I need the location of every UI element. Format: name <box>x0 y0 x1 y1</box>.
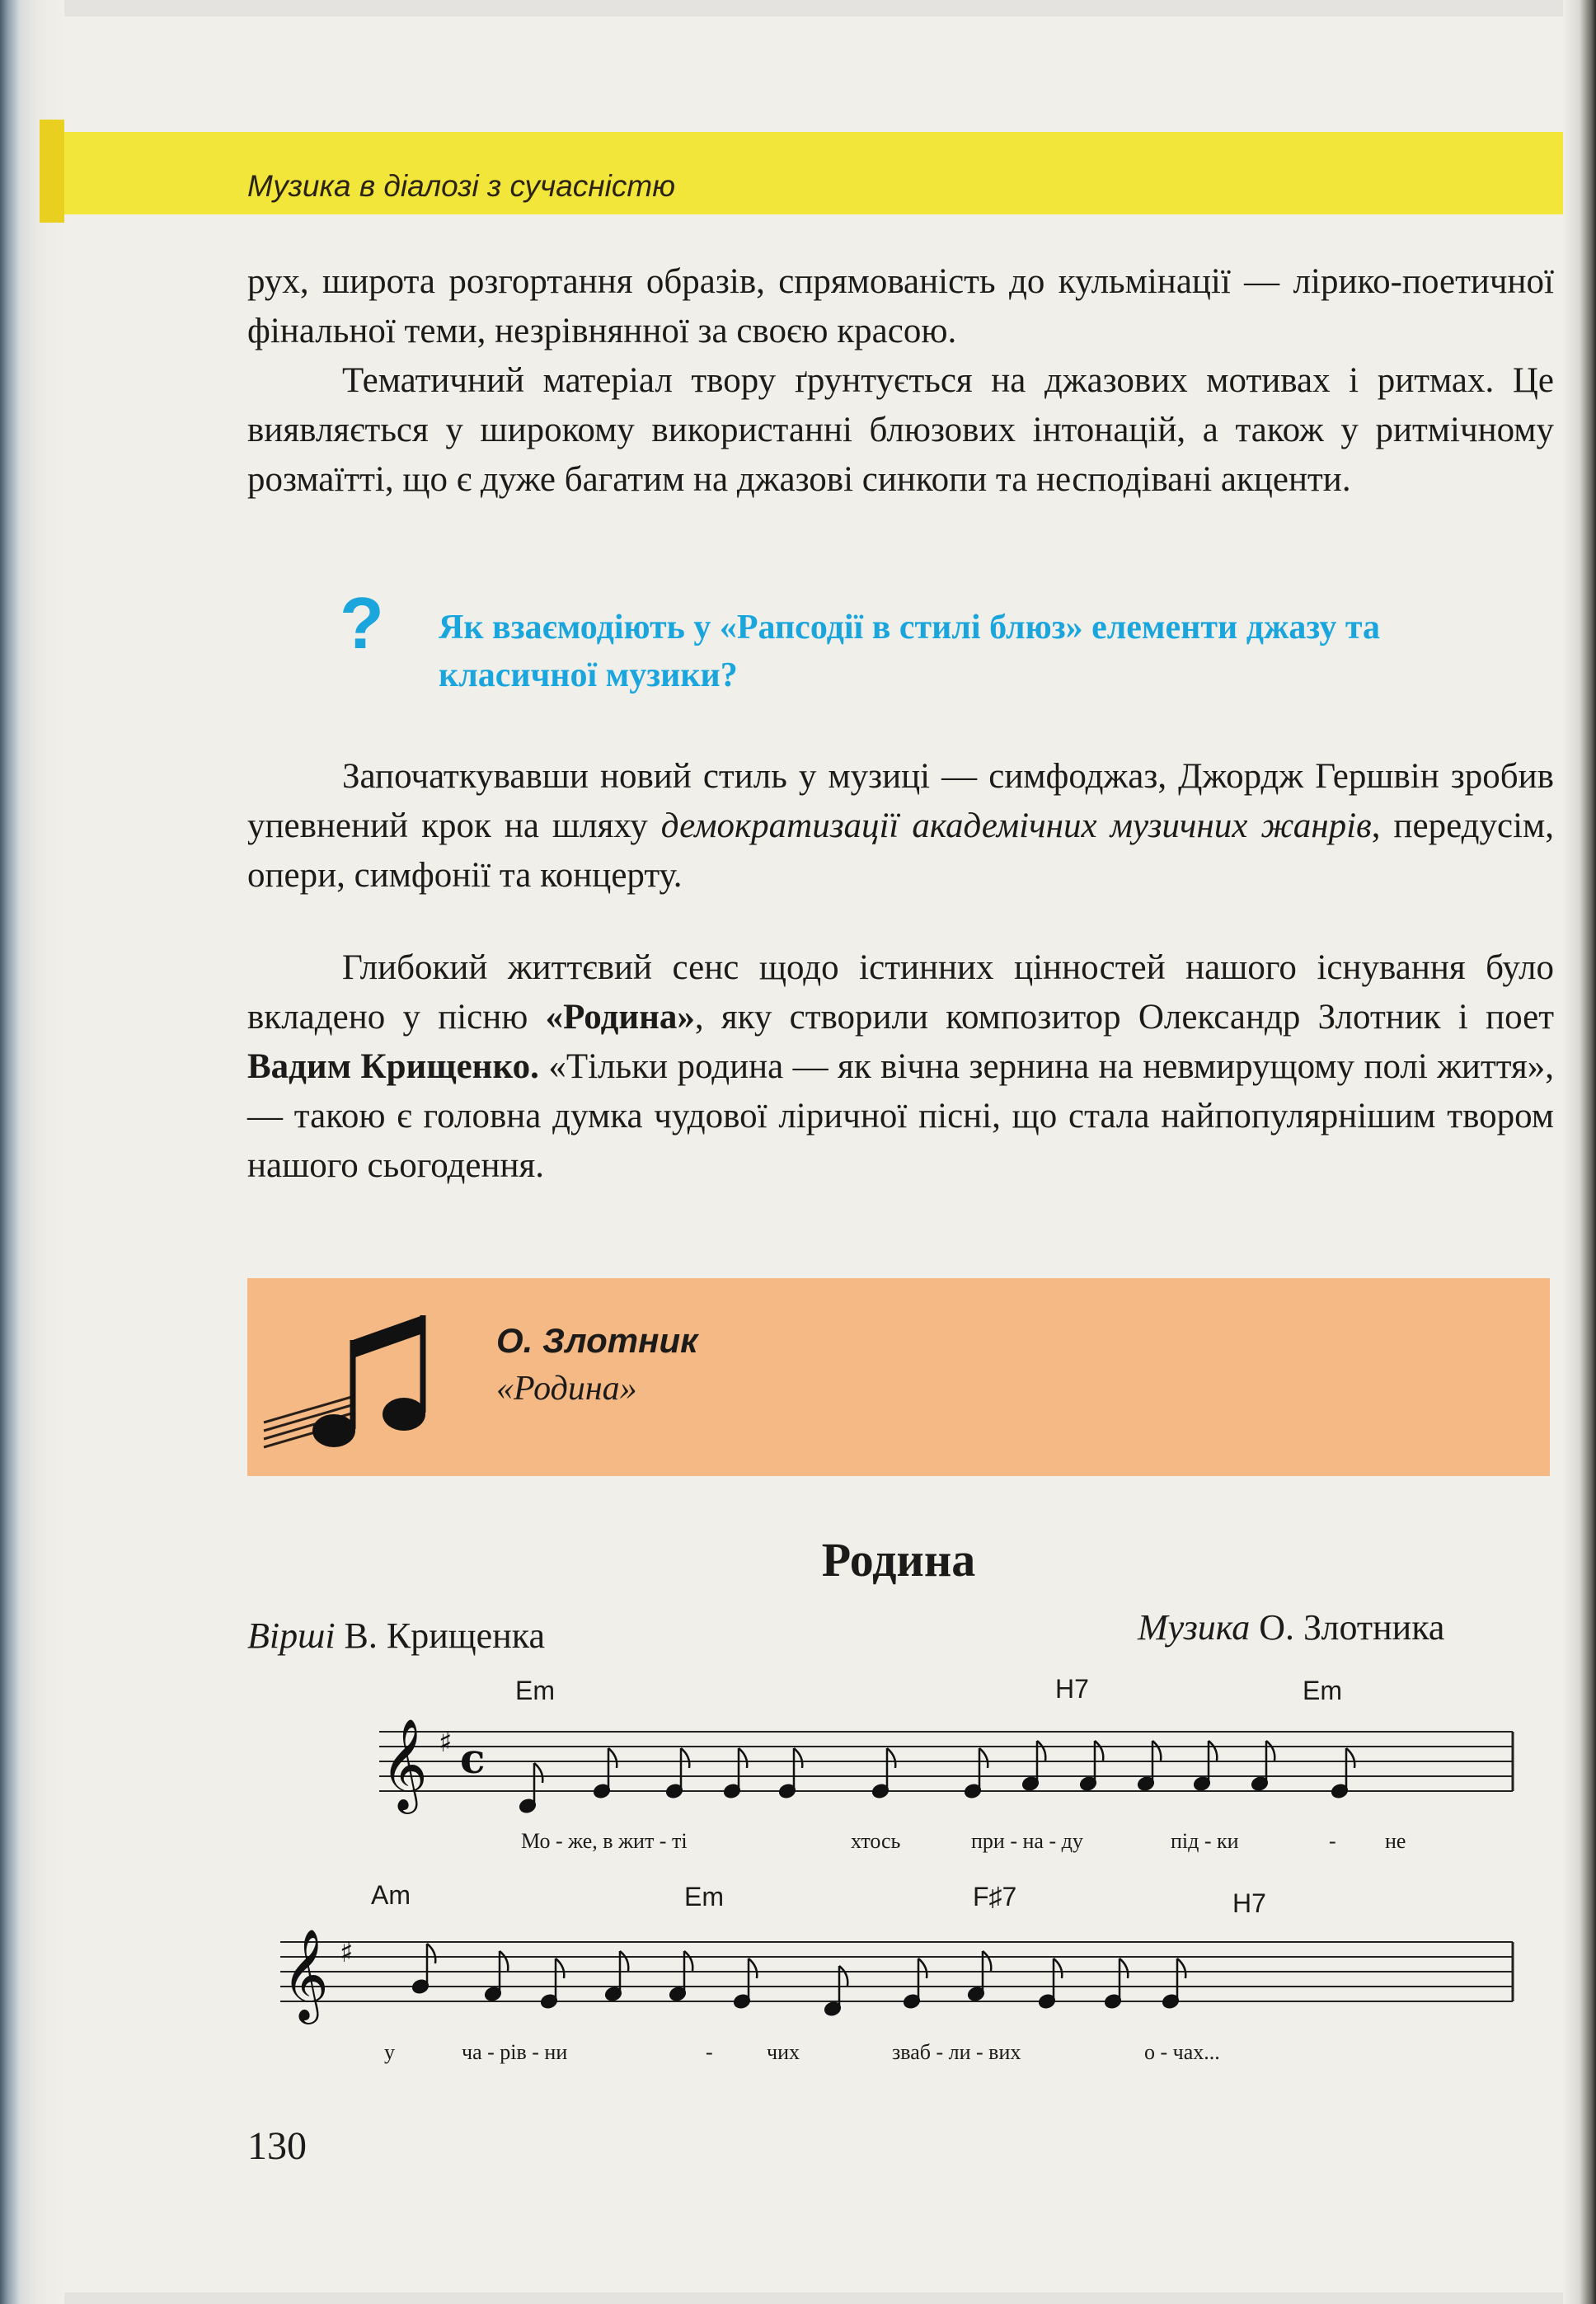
chord-label: H7 <box>1232 1888 1266 1918</box>
lyric-syllables: чих <box>767 2040 800 2064</box>
note-flag <box>500 1951 508 1971</box>
lyric-syllables: не <box>1385 1829 1406 1853</box>
chord-label: Am <box>371 1880 411 1910</box>
page-spine-edge <box>0 0 64 2304</box>
note-flag <box>427 1944 435 1963</box>
listening-song: «Родина» <box>496 1370 637 1408</box>
music-staff-2 <box>264 1925 1517 2041</box>
note-flag <box>1152 1741 1161 1761</box>
chord-label: Em <box>515 1676 555 1705</box>
music-credit-name: О. Злотника <box>1259 1607 1445 1648</box>
lyric-syllables: під - ки <box>1171 1829 1239 1853</box>
note-flag <box>839 1966 847 1986</box>
running-header: Музика в діалозі з сучасністю <box>247 169 676 203</box>
lyric-syllables: - <box>706 2040 713 2064</box>
paragraph-1 <box>247 257 1554 356</box>
music-notes-icon <box>256 1299 445 1464</box>
lyric-syllables: у <box>384 2040 395 2064</box>
paragraph-2 <box>247 356 1554 505</box>
note-flag <box>794 1748 802 1768</box>
note-flag <box>1054 1958 1062 1978</box>
note-flag <box>534 1763 542 1783</box>
paragraph-2-text: Тематичний матеріал твору ґрунтується на джазових мотивах і ритмах. Це виявляється у широкому використанні блюзових інтонацій, а також у ритмічному розмаїтті, що є дуже багатим на джазові синкопи та несподівані акценти. <box>247 361 1554 499</box>
chord-label: H7 <box>1055 1674 1089 1704</box>
svg-text:♯: ♯ <box>340 1936 354 1969</box>
paragraph-3-text-a: Започаткувавши новий стиль у музиці — симфоджаз, Джордж Гершвін зробив упевнений крок на шляху <box>247 757 1554 845</box>
note-flag <box>918 1958 927 1978</box>
lyric-syllables: ча - рів - ни <box>462 2040 568 2064</box>
poet-name-bold: Вадим Крищенко. <box>247 1047 539 1086</box>
note-flag <box>556 1958 564 1978</box>
lyrics-credit-label: Вірші <box>247 1615 336 1656</box>
note-flag <box>681 1748 689 1768</box>
note-flag <box>1177 1958 1185 1978</box>
chord-label: Em <box>1303 1676 1342 1705</box>
lyric-syllables: хтось <box>851 1829 901 1853</box>
note-flag <box>749 1958 757 1978</box>
note-flag <box>684 1951 692 1971</box>
paragraph-4-text-c: , яку створили композитор Олександр Злотник і поет <box>694 998 1554 1037</box>
page-right-shadow <box>1563 0 1596 2304</box>
note-flag <box>1095 1741 1103 1761</box>
paragraph-3-emphasis: демократизації академічних музичних жанрів <box>660 806 1372 845</box>
lyric-syllables: - <box>1329 1829 1336 1853</box>
song-title: Родина <box>821 1533 976 1587</box>
note-flag <box>983 1951 991 1971</box>
music-credit <box>1138 1606 1444 1648</box>
paragraph-3-text-b: , передусім, опери, симфонії та концерту. <box>247 806 1554 895</box>
note-flag <box>979 1748 988 1768</box>
note-flag <box>1037 1741 1045 1761</box>
question-text: Як взаємодіють у «Рапсодії в стилі блюз» елементи джазу та класичної музики? <box>439 609 1381 694</box>
note-flag <box>739 1748 747 1768</box>
svg-text:𝄞: 𝄞 <box>282 1928 329 2020</box>
note-flag <box>1120 1958 1128 1978</box>
lyrics-credit-name: В. Крищенка <box>344 1615 545 1656</box>
paragraph-3 <box>247 752 1554 900</box>
note-flag <box>887 1748 895 1768</box>
svg-text:c: c <box>460 1734 486 1783</box>
lyric-syllables: зваб - ли - вих <box>892 2040 1021 2064</box>
paragraph-1-text: рух, широта розгортання образів, спрямованість до кульмінації — лірико-поетичної фінальної теми, незрівнянної за своєю красою. <box>247 262 1554 350</box>
note-flag <box>608 1748 617 1768</box>
music-credit-label: Музика <box>1138 1607 1251 1648</box>
note-flag <box>620 1951 628 1971</box>
note-flag <box>1266 1741 1274 1761</box>
note-flag <box>1209 1741 1217 1761</box>
lyric-syllables: при - на - ду <box>971 1829 1083 1853</box>
listening-composer: О. Злотник <box>496 1321 698 1360</box>
header-tab-marker <box>40 120 64 223</box>
paragraph-4-text-a: Глибокий життєвий сенс щодо істинних цінностей нашого існування було вкладено у пісню <box>247 948 1554 1037</box>
music-staff-1 <box>363 1715 1517 1831</box>
paragraph-4 <box>247 943 1554 1191</box>
lyric-syllables: Мо - же, в жит - ті <box>521 1829 688 1853</box>
chord-label: Em <box>684 1882 724 1911</box>
paragraph-4-text-d: «Тільки родина — як вічна зернина на невмирущому полі життя», — такою є головна думка чудової ліричної пісні, що стала найпопулярнішим твором нашого сьогодення. <box>247 1047 1554 1185</box>
chord-label: F♯7 <box>973 1882 1017 1911</box>
lyric-syllables: о - чах... <box>1144 2040 1220 2064</box>
svg-text:𝄞: 𝄞 <box>381 1718 428 1810</box>
lyrics-credit <box>247 1615 545 1657</box>
note-flag <box>1346 1748 1354 1768</box>
svg-text:♯: ♯ <box>439 1726 453 1759</box>
page-number: 130 <box>247 2124 307 2168</box>
question-mark-icon: ? <box>340 582 384 664</box>
song-name-bold: «Родина» <box>545 998 695 1037</box>
